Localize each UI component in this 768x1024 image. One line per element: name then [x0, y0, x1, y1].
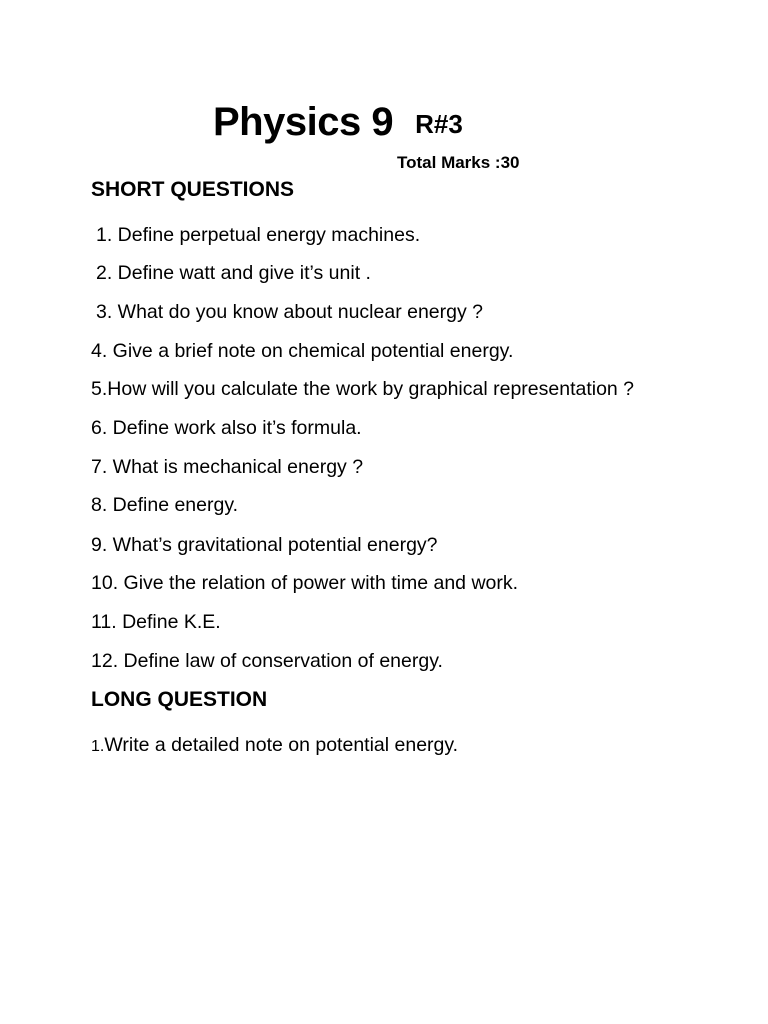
- short-question-12: 12. Define law of conservation of energy.: [91, 650, 443, 672]
- short-question-9: 9. What’s gravitational potential energy?: [91, 534, 438, 556]
- short-question-8: 8. Define energy.: [91, 494, 239, 516]
- short-question-5: 5.How will you calculate the work by graphical representation ?: [91, 378, 635, 400]
- long-question-text: Write a detailed note on potential energy.: [104, 734, 459, 756]
- title-row: [213, 100, 463, 145]
- page-title: Physics 9: [213, 100, 394, 144]
- short-question-4: 4. Give a brief note on chemical potential energy.: [91, 340, 514, 362]
- long-question-number: 1.: [91, 738, 105, 755]
- long-question-heading: LONG QUESTION: [91, 688, 268, 711]
- short-question-1: 1. Define perpetual energy machines.: [96, 224, 421, 246]
- short-question-3: 3. What do you know about nuclear energy ?: [96, 301, 483, 323]
- short-question-2: 2. Define watt and give it’s unit .: [96, 262, 371, 284]
- short-questions-heading: SHORT QUESTIONS: [91, 178, 295, 201]
- short-question-11: 11. Define K.E.: [91, 611, 221, 633]
- short-question-10: 10. Give the relation of power with time and work.: [91, 572, 519, 594]
- short-question-7: 7. What is mechanical energy ?: [91, 456, 364, 478]
- long-question-1: [91, 733, 458, 759]
- paper-reference: R#3: [415, 109, 463, 139]
- total-marks: Total Marks :30: [397, 153, 520, 172]
- short-question-6: 6. Define work also it’s formula.: [91, 417, 362, 439]
